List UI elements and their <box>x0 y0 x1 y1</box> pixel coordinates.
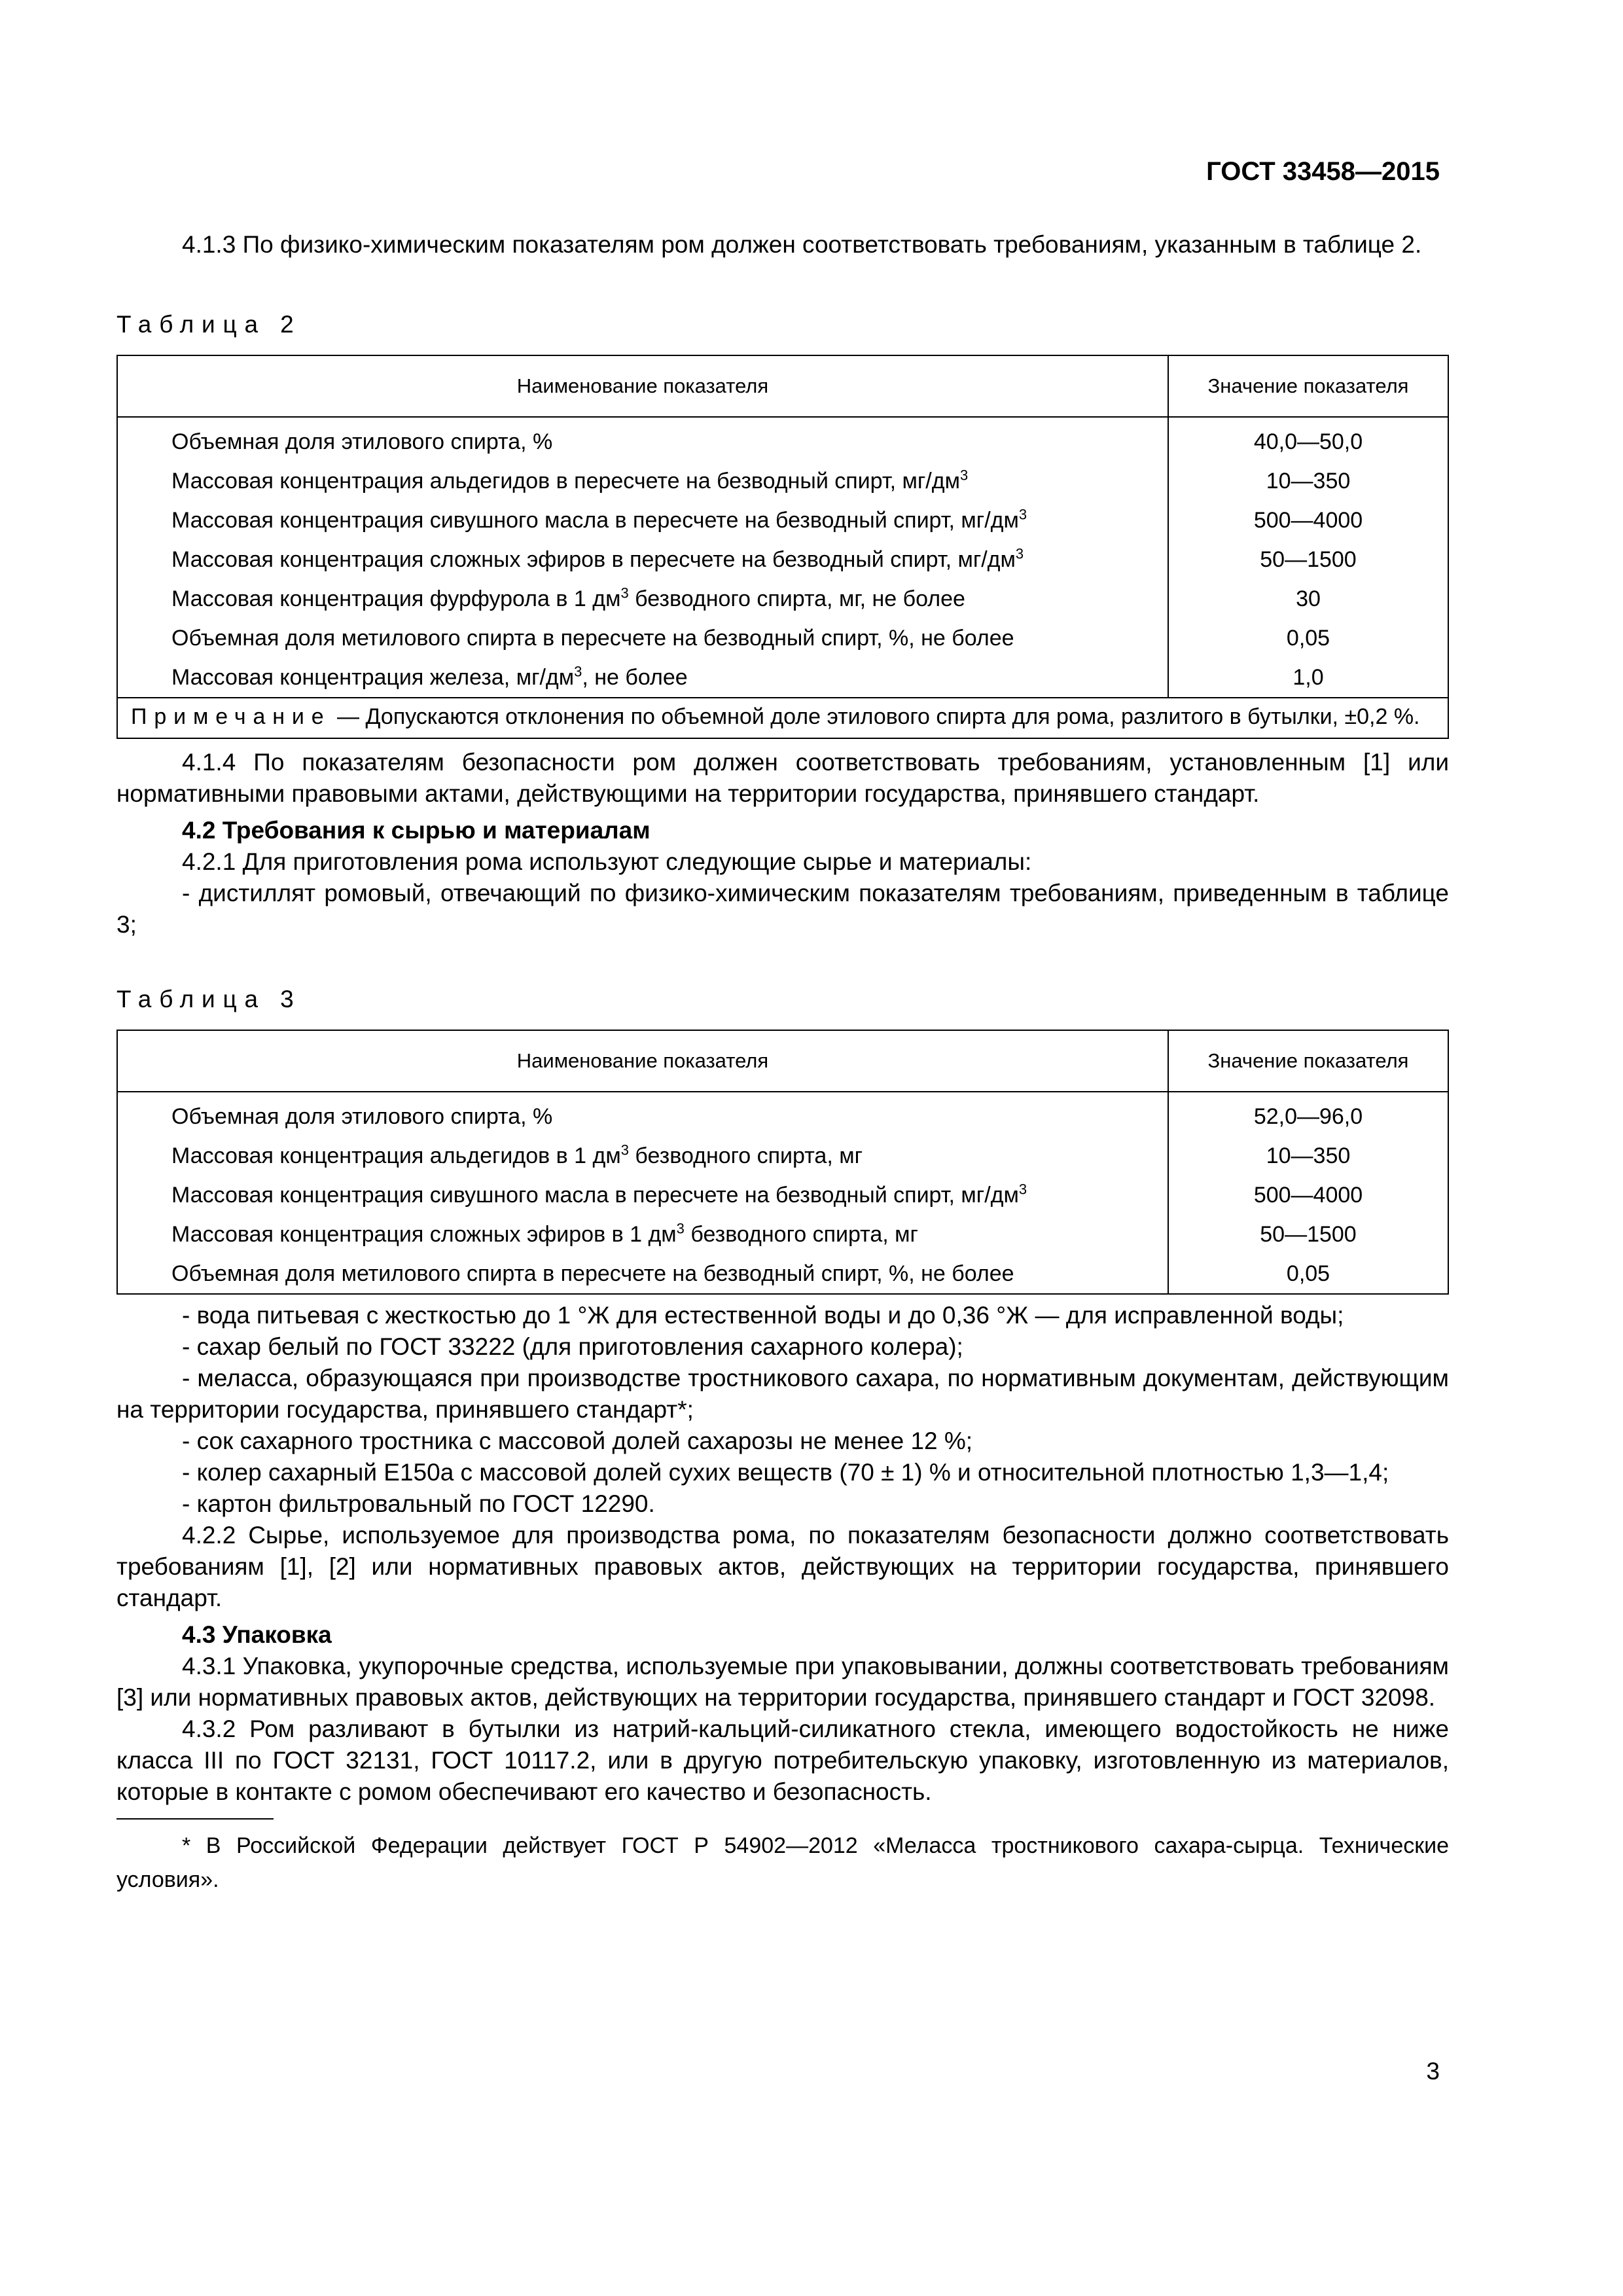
table-cell-value: 0,05 <box>1168 1254 1448 1294</box>
table-2-header-name: Наименование показателя <box>117 355 1168 417</box>
table-row <box>117 658 1448 698</box>
table-2-note <box>117 698 1448 738</box>
table-cell-name: Объемная доля этилового спирта, % <box>117 1092 1168 1136</box>
table-3 <box>116 1030 1449 1295</box>
note-text: — Допускаются отклонения по объемной доле этилового спирта для рома, разлитого в бутылки, ±0,2 %. <box>330 704 1420 729</box>
table-cell-value: 0,05 <box>1168 619 1448 658</box>
document-id-header: ГОСТ 33458—2015 <box>1206 157 1440 186</box>
list-item-filter-board: - картон фильтровальный по ГОСТ 12290. <box>182 1490 655 1517</box>
table-cell-name: Массовая концентрация железа, $мг/дм^3$, не более <box>117 658 1168 698</box>
table-cell-name: Массовая концентрация фурфурола в 1 $дм^3$ безводного спирта, мг, не более <box>117 579 1168 619</box>
table-row <box>117 579 1448 619</box>
table-cell-value: 50—1500 <box>1168 540 1448 579</box>
table-2-header-value: Значение показателя <box>1168 355 1448 417</box>
table-cell-value: 52,0—96,0 <box>1168 1092 1448 1136</box>
table-cell-value: 40,0—50,0 <box>1168 417 1448 461</box>
table-cell-name: Массовая концентрация сивушного масла в пересчете на безводный спирт, $мг/дм^3$ <box>117 501 1168 540</box>
list-item-sugar: - сахар белый по ГОСТ 33222 (для приготовления сахарного колера); <box>182 1333 963 1360</box>
table-cell-name: Объемная доля этилового спирта, % <box>117 417 1168 461</box>
table-3-header-value: Значение показателя <box>1168 1030 1448 1092</box>
table-cell-value: 10—350 <box>1168 461 1448 501</box>
table-row <box>117 1215 1448 1254</box>
paragraph-4-1-3: 4.1.3 По физико-химическим показателям ром должен соответствовать требованиям, указанным в таблице 2. <box>182 231 1422 258</box>
list-item-distillate: - дистиллят ромовый, отвечающий по физико-химическим показателям требованиям, приведенным в таблице 3; <box>116 880 1449 938</box>
table-3-header-name: Наименование показателя <box>117 1030 1168 1092</box>
table-row <box>117 461 1448 501</box>
table-row <box>117 1254 1448 1294</box>
list-item-molasses: - меласса, образующаяся при производстве тростникового сахара, по нормативным документам, действующим на территории государства, принявшего стандарт*; <box>116 1365 1449 1423</box>
paragraph-4-2-2: 4.2.2 Сырье, используемое для производства рома, по показателям безопасности должно соответствовать требованиям [1], [2] или нормативных правовых актов, действующих на территории государства, принявшего стандарт. <box>116 1522 1449 1611</box>
page-number: 3 <box>1426 2058 1440 2085</box>
table-cell-value: 500—4000 <box>1168 1175 1448 1215</box>
document-body <box>116 229 1449 1897</box>
footnote: * В Российской Федерации действует ГОСТ Р 54902—2012 «Меласса тростникового сахара-сырца. Технические условия». <box>116 1833 1449 1892</box>
table-row <box>117 540 1448 579</box>
paragraph-4-1-4: 4.1.4 По показателям безопасности ром должен соответствовать требованиям, установленным [1] или нормативными правовыми актами, действующими на территории государства, принявшего стандарт. <box>116 749 1449 807</box>
table-row <box>117 501 1448 540</box>
table-3-caption: Таблица 3 <box>116 986 302 1013</box>
list-item-cane-juice: - сок сахарного тростника с массовой долей сахарозы не менее 12 %; <box>182 1427 973 1454</box>
table-cell-name: Массовая концентрация альдегидов в 1 $дм^3$ безводного спирта, мг <box>117 1136 1168 1175</box>
table-cell-name: Массовая концентрация альдегидов в пересчете на безводный спирт, $мг/дм^3$ <box>117 461 1168 501</box>
table-cell-name: Объемная доля метилового спирта в пересчете на безводный спирт, %, не более <box>117 1254 1168 1294</box>
footnote-divider <box>116 1818 274 1820</box>
paragraph-4-3-2: 4.3.2 Ром разливают в бутылки из натрий-кальций-силикатного стекла, имеющего водостойкость не ниже класса III по ГОСТ 32131, ГОСТ 10117.2, или в другую потребительскую упаковку, изготовленную из материалов, которые в контакте с ромом обеспечивают его качество и безопасность. <box>116 1715 1449 1805</box>
table-cell-name: Массовая концентрация сложных эфиров в пересчете на безводный спирт, $мг/дм^3$ <box>117 540 1168 579</box>
table-row <box>117 417 1448 461</box>
list-item-water: - вода питьевая с жесткостью до 1 °Ж для естественной воды и до 0,36 °Ж — для исправленной воды; <box>182 1302 1344 1329</box>
paragraph-4-3-1: 4.3.1 Упаковка, укупорочные средства, используемые при упаковывании, должны соответствовать требованиям [3] или нормативных правовых актов, действующих на территории государства, принявшего стандарт и ГОСТ 32098. <box>116 1653 1449 1711</box>
table-row <box>117 1092 1448 1136</box>
section-heading-4-2: 4.2 Требования к сырью и материалам <box>182 817 651 844</box>
table-cell-name: Объемная доля метилового спирта в пересчете на безводный спирт, %, не более <box>117 619 1168 658</box>
table-cell-value: 1,0 <box>1168 658 1448 698</box>
table-note-row <box>117 698 1448 738</box>
table-cell-name: Массовая концентрация сивушного масла в пересчете на безводный спирт, $мг/дм^3$ <box>117 1175 1168 1215</box>
table-cell-value: 500—4000 <box>1168 501 1448 540</box>
note-label: Примечание <box>131 704 331 729</box>
paragraph-4-2-1: 4.2.1 Для приготовления рома используют следующие сырье и материалы: <box>182 848 1032 875</box>
table-cell-name: Массовая концентрация сложных эфиров в 1 $дм^3$ безводного спирта, мг <box>117 1215 1168 1254</box>
table-row <box>117 1136 1448 1175</box>
table-row <box>117 619 1448 658</box>
table-cell-value: 50—1500 <box>1168 1215 1448 1254</box>
list-item-caramel-color: - колер сахарный Е150а с массовой долей сухих веществ (70 ± 1) % и относительной плотностью 1,3—1,4; <box>182 1459 1389 1486</box>
table-row <box>117 1175 1448 1215</box>
table-cell-value: 10—350 <box>1168 1136 1448 1175</box>
table-cell-value: 30 <box>1168 579 1448 619</box>
table-2-caption: Таблица 2 <box>116 311 302 338</box>
table-2 <box>116 355 1449 739</box>
section-heading-4-3: 4.3 Упаковка <box>182 1621 332 1648</box>
